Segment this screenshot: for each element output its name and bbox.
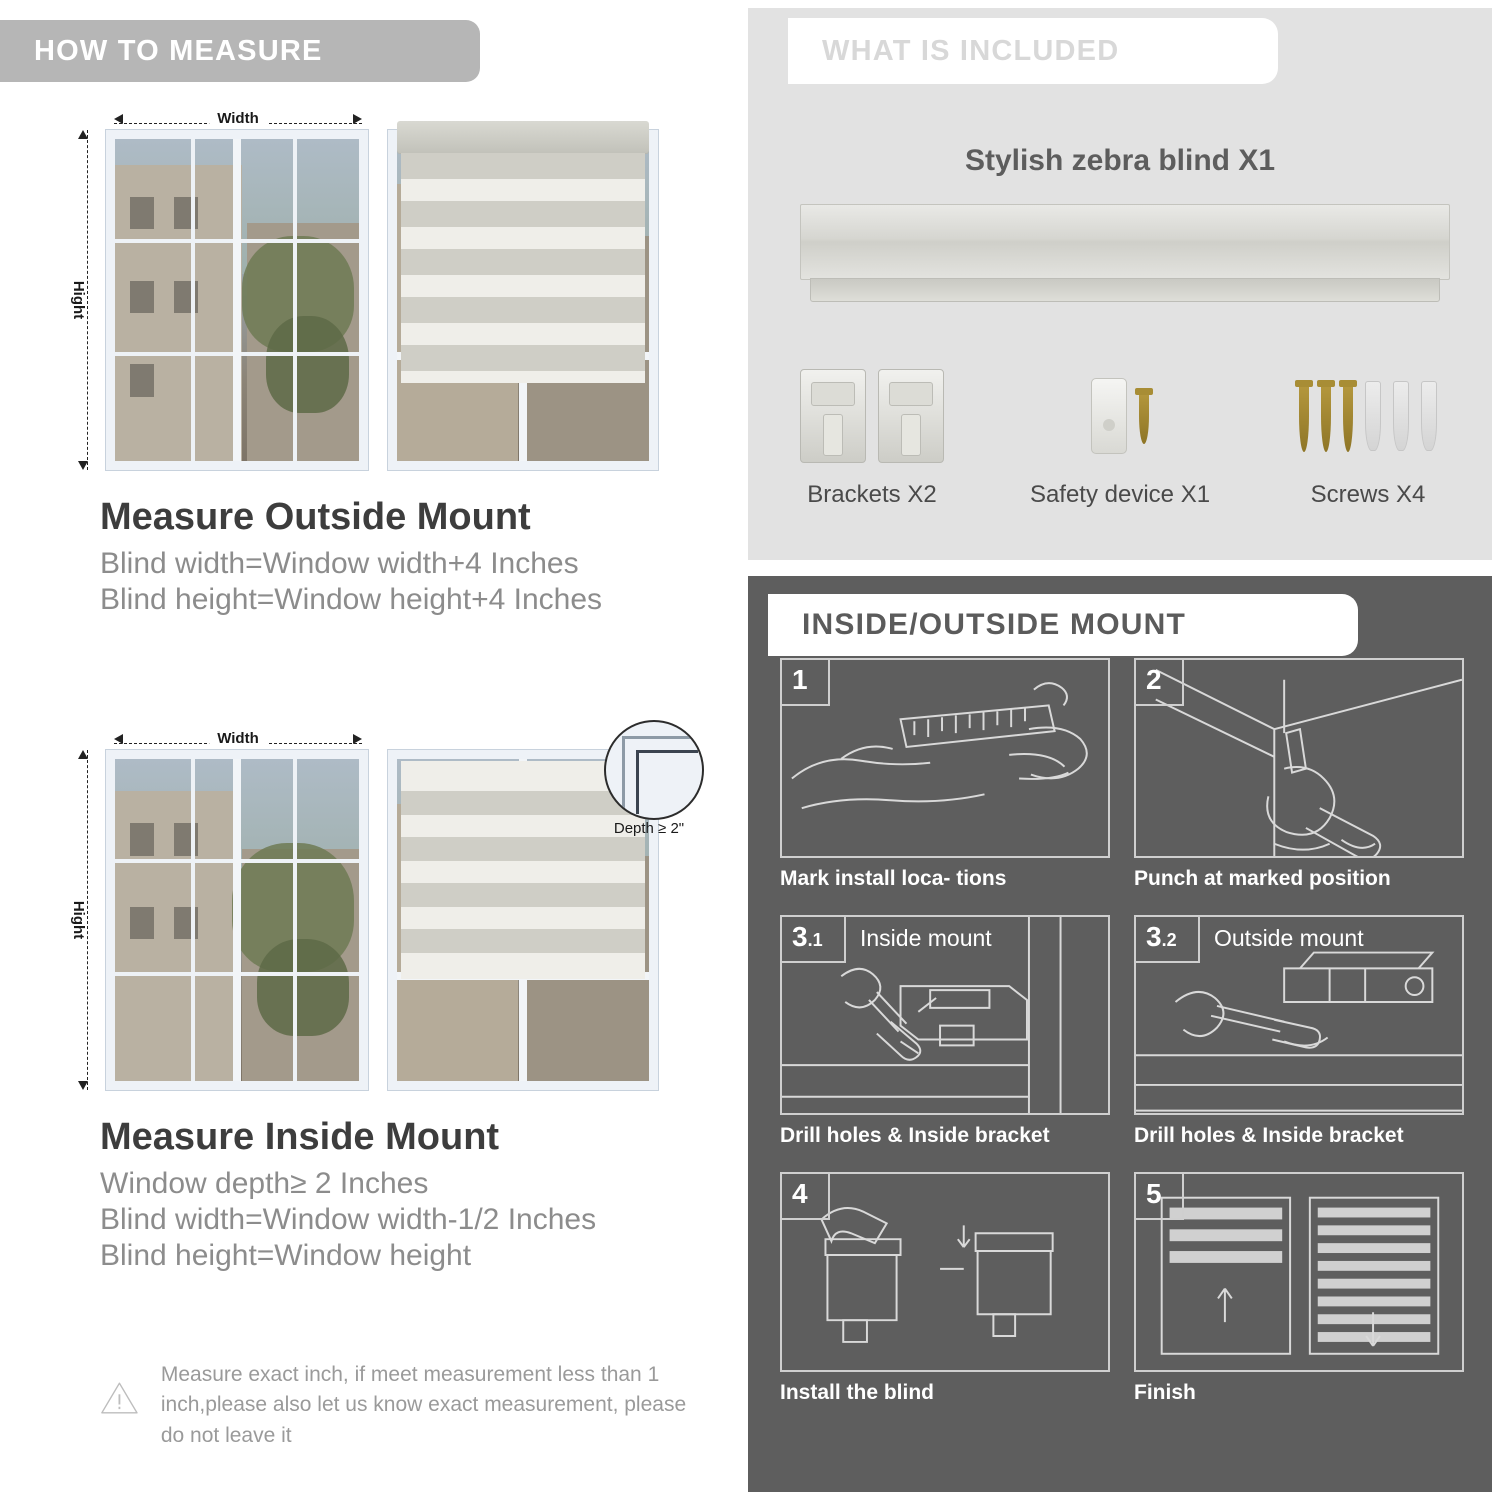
step-1-caption: Mark install loca- tions bbox=[780, 867, 1007, 890]
outside-mount-block bbox=[0, 100, 740, 619]
height-dimension-label: Hight bbox=[70, 275, 87, 325]
width-dimension-label: Width bbox=[209, 730, 267, 747]
step-5-number: 5 bbox=[1146, 1178, 1162, 1209]
step-2-number: 2 bbox=[1146, 664, 1162, 695]
depth-callout-label: Depth ≥ 2" bbox=[613, 820, 685, 837]
step-1-art bbox=[782, 660, 1108, 858]
measure-note-text: Measure exact inch, if meet measurement less than 1 inch,please also let us know exact measurement, please do not leave it bbox=[160, 1363, 687, 1447]
zebra-blind-fabric bbox=[401, 761, 645, 979]
inside-mount-line-1: Window depth≥ 2 Inches bbox=[100, 1167, 429, 1200]
step-1-number: 1 bbox=[792, 664, 808, 695]
part-brackets bbox=[748, 358, 996, 509]
inside-mount-block bbox=[0, 720, 740, 1275]
part-safety-device bbox=[996, 358, 1244, 509]
step-3-1-number: 3 bbox=[792, 921, 808, 952]
step-3-2-number: 3 bbox=[1146, 921, 1162, 952]
part-brackets-label: Brackets X2 bbox=[807, 481, 937, 508]
measure-note bbox=[100, 1360, 700, 1451]
height-dimension-inside bbox=[70, 750, 100, 1090]
part-safety-label: Safety device X1 bbox=[1029, 481, 1211, 508]
how-to-measure-column bbox=[0, 0, 740, 1500]
step-2-art bbox=[1136, 660, 1462, 858]
step-5-caption: Finish bbox=[1134, 1381, 1196, 1404]
step-4 bbox=[780, 1172, 1110, 1405]
width-dimension-label: Width bbox=[209, 110, 267, 127]
step-2-caption: Punch at marked position bbox=[1134, 867, 1391, 890]
warning-icon bbox=[100, 1360, 139, 1436]
finished-blind-icon bbox=[1134, 1172, 1464, 1372]
step-3-1-caption: Drill holes & Inside bracket bbox=[780, 1124, 1050, 1147]
inside-mount-line-2: Blind width=Window width-1/2 Inches bbox=[100, 1203, 597, 1236]
drill-icon bbox=[1134, 658, 1464, 858]
screwdriver-outside-bracket-icon bbox=[1134, 915, 1464, 1115]
step-3-1-substep: .1 bbox=[807, 930, 823, 950]
step-3-1 bbox=[780, 915, 1110, 1148]
what-is-included-header: WHAT IS INCLUDED bbox=[788, 18, 1278, 84]
step-4-caption: Install the blind bbox=[780, 1381, 935, 1404]
screw-icon bbox=[1244, 358, 1492, 473]
step-5-art bbox=[1136, 1174, 1462, 1372]
how-to-measure-header: HOW TO MEASURE bbox=[0, 20, 480, 82]
part-screws bbox=[1244, 358, 1492, 509]
window-plain bbox=[106, 750, 368, 1090]
outside-mount-title: Measure Outside Mount bbox=[100, 496, 531, 538]
hand-tape-measure-icon bbox=[780, 658, 1110, 858]
bracket-icon bbox=[748, 358, 996, 473]
inside-mount-illustration bbox=[58, 720, 698, 1110]
step-2 bbox=[1134, 658, 1464, 891]
zebra-blind-fabric bbox=[401, 153, 645, 383]
height-dimension-label: Hight bbox=[70, 895, 87, 945]
parts-row bbox=[748, 358, 1492, 509]
step-5 bbox=[1134, 1172, 1464, 1405]
height-dimension-outside bbox=[70, 130, 100, 470]
what-is-included-panel bbox=[748, 8, 1492, 560]
depth-callout-icon bbox=[604, 720, 704, 820]
inside-mount-line-3: Blind height=Window height bbox=[100, 1239, 472, 1272]
right-column bbox=[740, 0, 1500, 1500]
inside-mount-title: Measure Inside Mount bbox=[100, 1116, 500, 1158]
blind-headrail-product bbox=[800, 204, 1450, 280]
step-4-number: 4 bbox=[792, 1178, 808, 1209]
step-3-2 bbox=[1134, 915, 1464, 1148]
screwdriver-bracket-icon bbox=[780, 915, 1110, 1115]
steps-grid bbox=[780, 658, 1464, 1405]
blind-headrail bbox=[397, 121, 649, 153]
blind-headrail-lip bbox=[810, 278, 1440, 302]
step-3-2-substep: .2 bbox=[1161, 930, 1177, 950]
outside-mount-illustration bbox=[58, 100, 698, 490]
step-4-art bbox=[782, 1174, 1108, 1372]
window-plain bbox=[106, 130, 368, 470]
outside-mount-line-1: Blind width=Window width+4 Inches bbox=[100, 547, 579, 580]
outside-mount-line-2: Blind height=Window height+4 Inches bbox=[100, 583, 603, 616]
safety-device-icon bbox=[996, 358, 1244, 473]
step-3-2-title: Outside mount bbox=[1214, 925, 1364, 951]
window-with-blind-outside bbox=[388, 130, 658, 470]
step-3-2-caption: Drill holes & Inside bracket bbox=[1134, 1124, 1404, 1147]
product-title: Stylish zebra blind X1 bbox=[964, 144, 1276, 177]
step-1 bbox=[780, 658, 1110, 891]
step-3-1-title: Inside mount bbox=[860, 925, 992, 951]
part-screws-label: Screws X4 bbox=[1310, 481, 1426, 508]
inside-outside-mount-panel bbox=[748, 576, 1492, 1492]
inside-outside-mount-header: INSIDE/OUTSIDE MOUNT bbox=[768, 594, 1358, 656]
blind-install-icon bbox=[780, 1172, 1110, 1372]
